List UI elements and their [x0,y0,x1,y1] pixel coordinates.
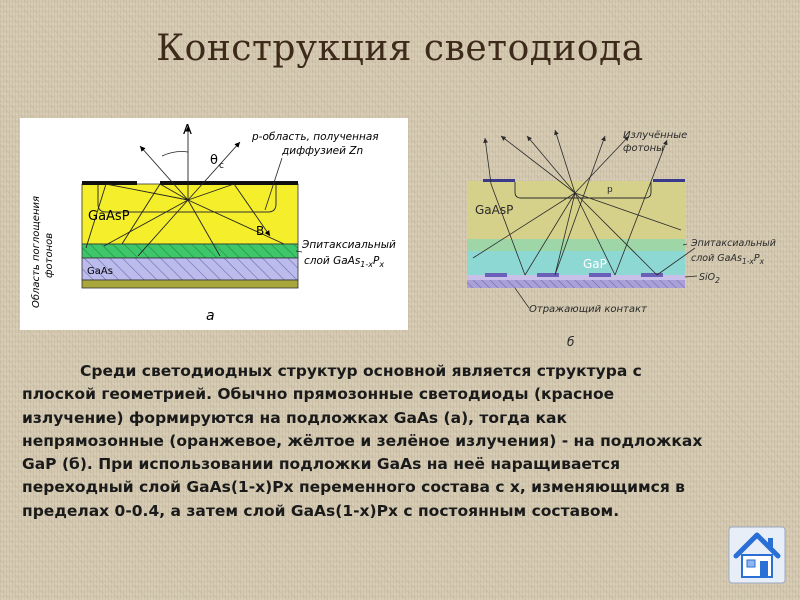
paragraph-line: плоской геометрией. Обычно прямозонные светодиоды (красное [22,385,615,404]
svg-text:p-область, полученная: p-область, полученная [252,131,379,143]
b-contact-pointer [515,288,529,308]
figure-a-caption: а [206,308,215,324]
svg-text:диффузией Zn: диффузией Zn [282,145,364,157]
paragraph-line: GaP (б). При использовании подложки GaAs на неё наращивается [22,455,621,474]
p-region-label [251,131,379,157]
home-button[interactable] [728,526,786,584]
svg-text:Излучённые: Излучённые [623,130,688,141]
top-contact-right [160,181,298,185]
svg-text:SiO2: SiO$_2$ [699,272,720,285]
svg-text:c: c [219,161,224,171]
svg-text:фотоны: фотоны [623,143,665,154]
svg-text:Эпитаксиальный: Эпитаксиальный [302,239,396,251]
gaas-substrate [82,258,298,280]
svg-text:θ: θ [210,153,218,168]
svg-text:слой GaAs1-xPx: слой $GaAs_{1-x}P_x$ [304,255,385,269]
b-epitaxial-label [690,238,776,266]
gaas-label: GaAs [87,266,113,277]
point-a-label: A [183,123,192,138]
paragraph-line: излучение) формируются на подложках GaAs (а), тогда как [22,408,568,427]
figure-b-led-on-gap [455,118,800,348]
b-reflective-contact [467,280,685,288]
paragraph-line: пределах 0-0.4, а затем слой GaAs(1-x)Px с постоянным составом. [22,501,620,520]
b-sio2-pointer [685,276,697,277]
b-photons-label [623,130,687,154]
epitaxial-layer [82,244,298,258]
svg-text:фотонов: фотонов [44,232,55,278]
b-gap-substrate [467,251,685,275]
point-b-label: B [256,224,265,238]
b-p-label: p [607,185,613,195]
home-icon [728,526,786,584]
b-sio2-label [699,272,720,285]
critical-angle-arc [162,152,188,157]
b-gap-label: GaP [583,257,607,271]
absorption-region-label [30,196,55,308]
slide-title: Конструкция светодиода [156,28,644,69]
epitaxial-layer-label [301,239,396,269]
paragraph-line: переходный слой GaAs(1-x)Px переменного состава с x, изменяющимся в [22,478,685,497]
figure-a-led-on-gaas [20,118,408,330]
b-gaasp-label: GaAsP [475,203,514,217]
figure-b-caption: б [567,335,575,348]
gaasp-label: GaAsP [88,209,130,224]
svg-text:Область поглощения: Область поглощения [31,196,42,308]
paragraph-line: Среди светодиодных структур основной является структура с [80,362,642,380]
svg-text:слой GaAs1-xPx: слой $GaAs_{1-x}P_x$ [691,253,765,266]
b-contact-label: Отражающий контакт [529,304,647,315]
figure-b-diagram [455,118,800,348]
svg-text:Эпитаксиальный: Эпитаксиальный [691,238,776,249]
b-top-contact-left [483,179,515,182]
figure-a-diagram [20,118,408,330]
b-top-contact-right [653,179,685,182]
bottom-contact [82,280,298,288]
body-paragraph [22,360,782,523]
paragraph-line: непрямозонные (оранжевое, жёлтое и зелёное излучения) - на подложках [22,431,703,450]
